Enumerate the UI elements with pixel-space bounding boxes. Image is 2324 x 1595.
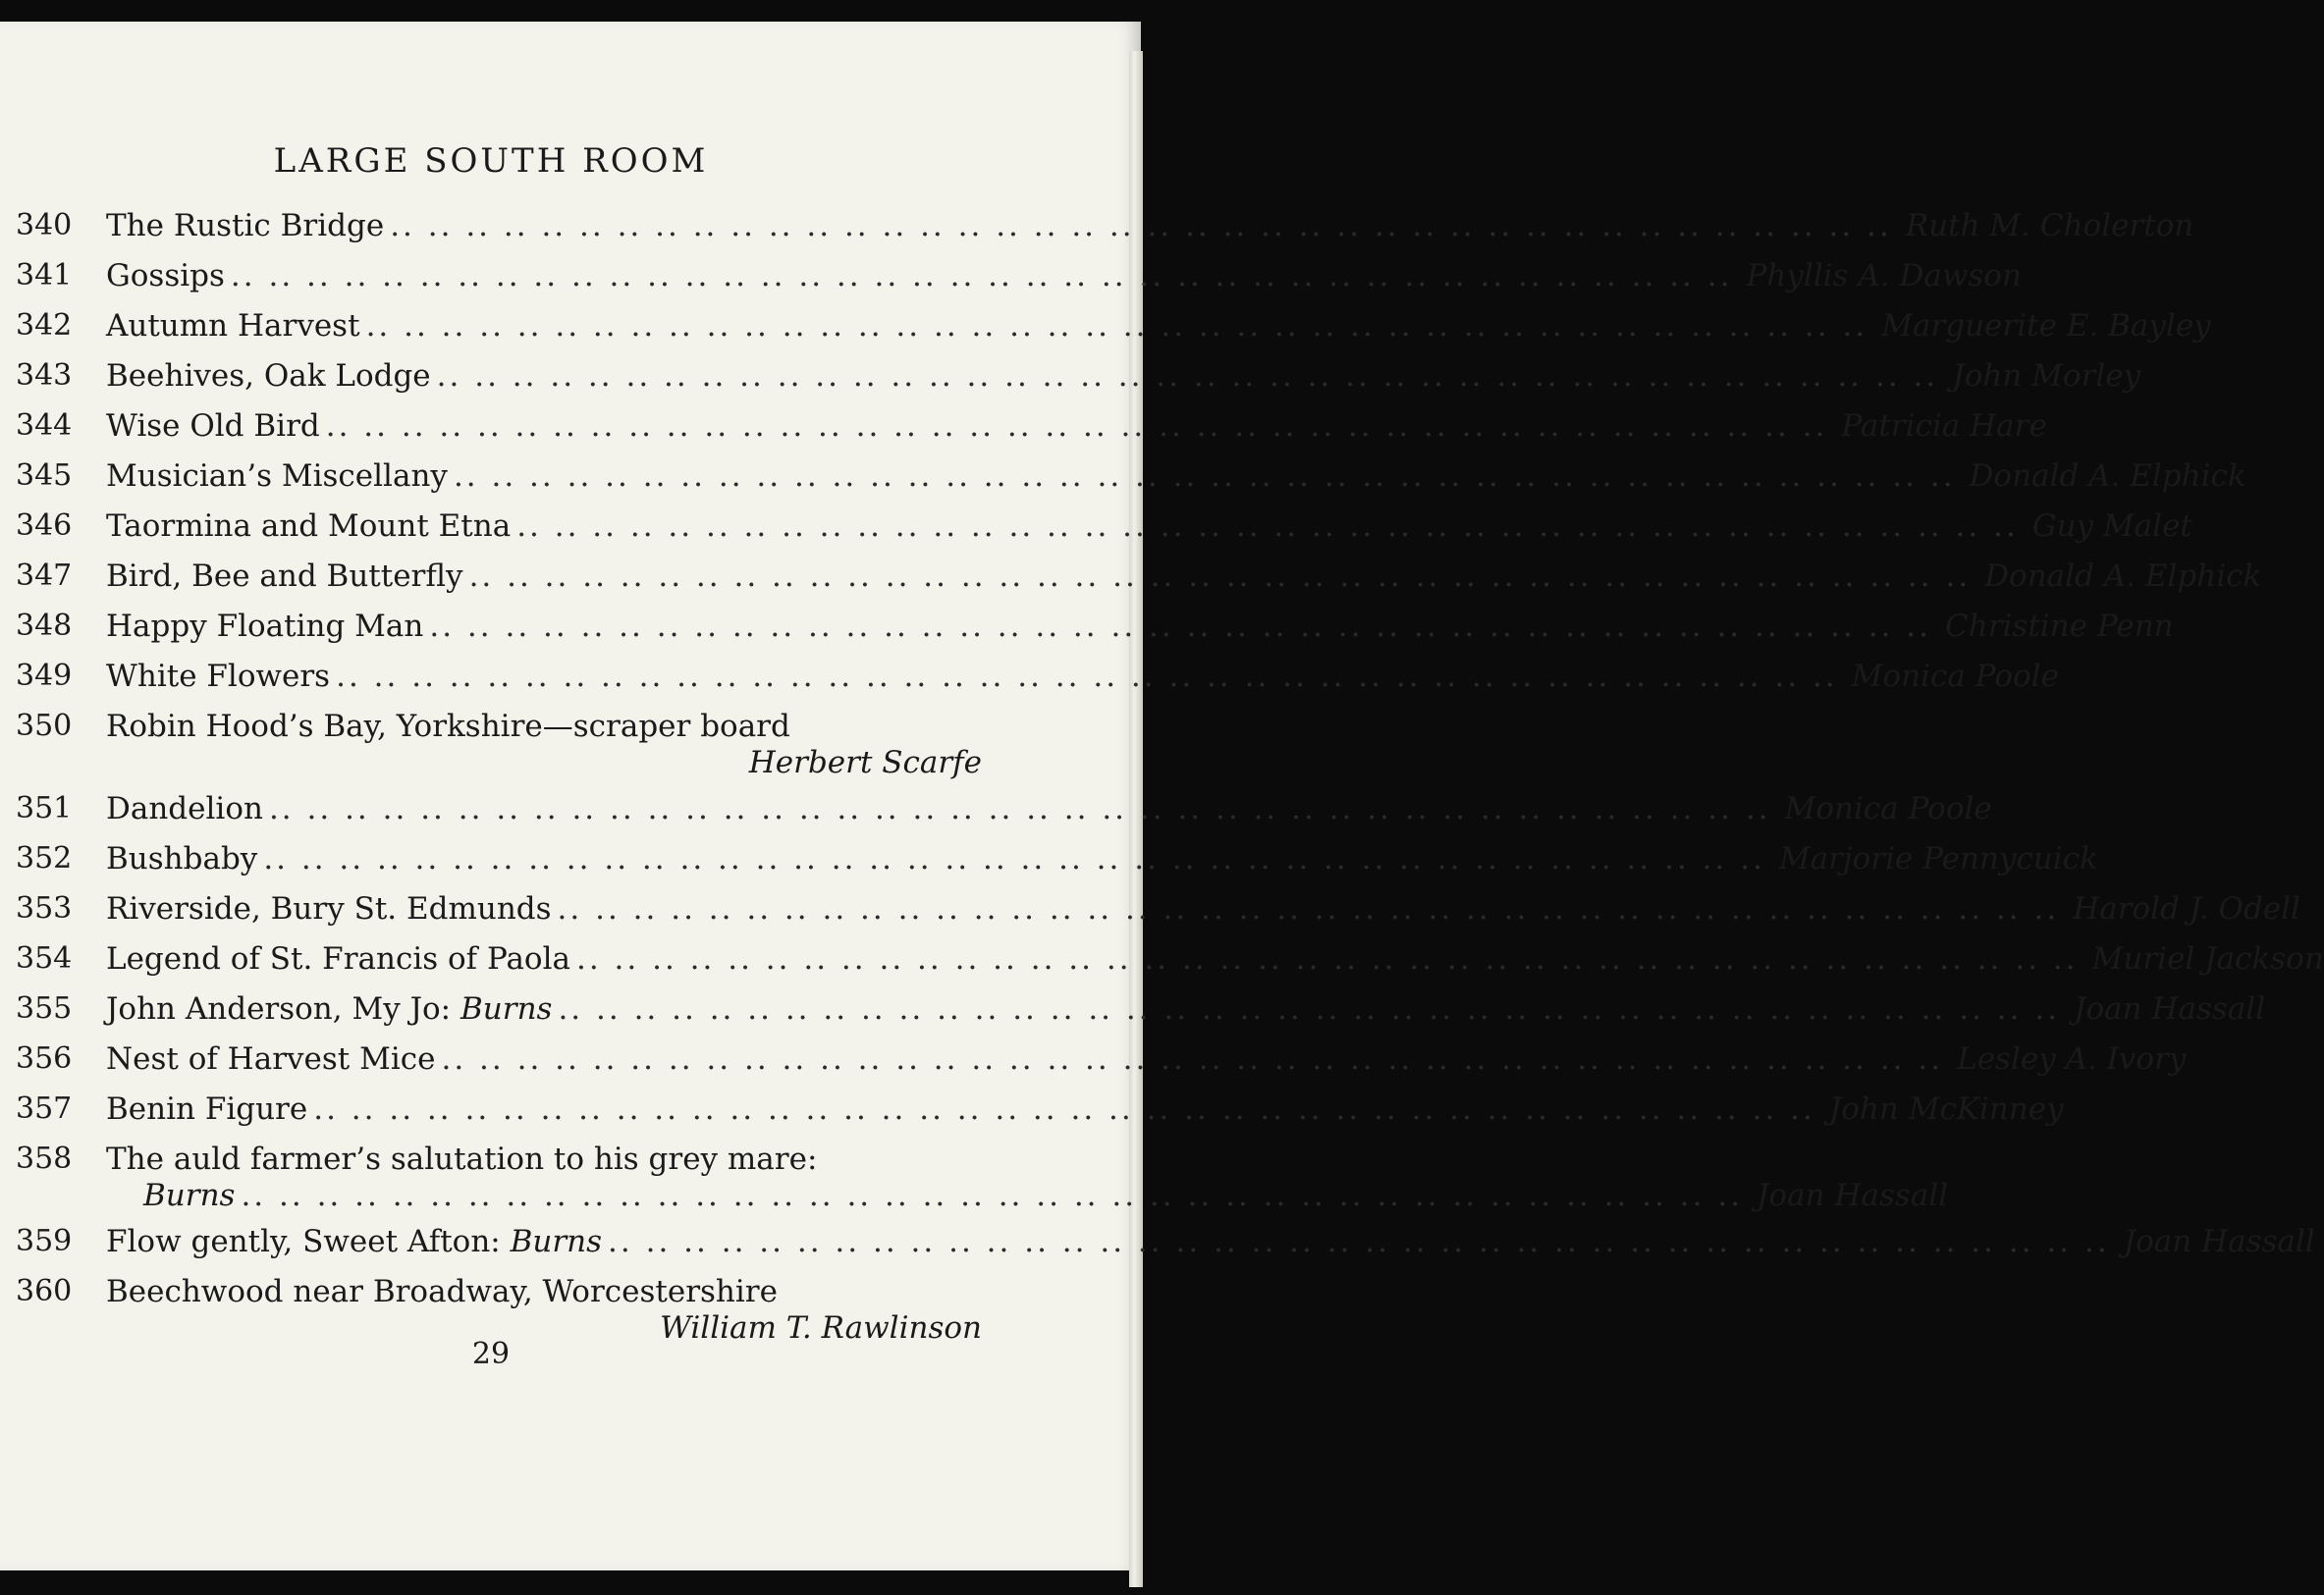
entry-number: 348 [16, 609, 73, 643]
entry-artist: Marjorie Pennycuick [1778, 841, 2098, 877]
entry-artist: John Morley [1952, 358, 2141, 394]
catalogue-entry [0, 941, 2324, 991]
entry-title-author: Burns [460, 991, 553, 1027]
entry-title: Nest of Harvest Mice [106, 1041, 436, 1077]
dot-leader: .. .. .. .. .. .. .. .. .. .. .. .. .. .. .. .. .. .. .. .. .. .. .. .. .. .. .. .. .. .. .. .. .. .. .. .. .. .. .. .. [325, 408, 1828, 444]
entry-number: 349 [16, 659, 73, 693]
entry-title: Autumn Harvest [106, 308, 360, 344]
entry-title: White Flowers [106, 659, 331, 694]
dot-leader: .. .. .. .. .. .. .. .. .. .. .. .. .. .. .. .. .. .. .. .. .. .. .. .. .. .. .. .. .. .. .. .. .. .. .. .. .. .. .. .. [557, 891, 2060, 927]
entry-artist: John McKinney [1828, 1091, 2064, 1127]
catalogue-entry [0, 458, 2246, 508]
catalogue-entry [0, 508, 2192, 558]
entry-title-author: Burns [510, 1224, 603, 1259]
entry-number: 355 [16, 991, 73, 1026]
catalogue-entry [0, 791, 1992, 841]
entry-artist: Ruth M. Cholerton [1905, 208, 2194, 243]
entry-artist: Marguerite E. Bayley [1881, 308, 2211, 344]
entry-title: Happy Floating Man [106, 609, 424, 644]
entry-number: 343 [16, 358, 73, 393]
entry-number: 342 [16, 308, 73, 343]
dot-leader: .. .. .. .. .. .. .. .. .. .. .. .. .. .. .. .. .. .. .. .. .. .. .. .. .. .. .. .. .. .. .. .. .. .. .. .. .. .. .. .. [241, 1178, 1744, 1213]
dot-leader: .. .. .. .. .. .. .. .. .. .. .. .. .. .. .. .. .. .. .. .. .. .. .. .. .. .. .. .. .. .. .. .. .. .. .. .. .. .. .. .. [608, 1224, 2110, 1259]
catalogue-entry [0, 991, 2266, 1041]
entry-artist: Joan Hassall [1757, 1178, 1949, 1213]
entry-title: Dandelion [106, 791, 263, 826]
entry-title: Beehives, Oak Lodge [106, 358, 431, 394]
entry-number: 347 [16, 558, 73, 593]
catalogue-entry [0, 841, 2098, 891]
catalogue-entry [0, 1142, 1949, 1224]
catalogue-page [0, 22, 2324, 1570]
entry-artist: Donald A. Elphick [1984, 558, 2262, 594]
dot-leader: .. .. .. .. .. .. .. .. .. .. .. .. .. .. .. .. .. .. .. .. .. .. .. .. .. .. .. .. .. .. .. .. .. .. .. .. .. .. .. .. [516, 508, 2019, 544]
entry-number: 353 [16, 891, 73, 926]
entry-number: 351 [16, 791, 73, 825]
entry-title: Bushbaby [106, 841, 258, 877]
entry-title: The Rustic Bridge [106, 208, 385, 243]
entry-artist: Harold J. Odell [2073, 891, 2300, 927]
catalogue-entry [0, 358, 2141, 408]
dot-leader: .. .. .. .. .. .. .. .. .. .. .. .. .. .. .. .. .. .. .. .. .. .. .. .. .. .. .. .. .. .. .. .. .. .. .. .. .. .. .. .. [365, 308, 1868, 344]
entry-title: Benin Figure [106, 1091, 308, 1127]
entry-number: 344 [16, 408, 73, 443]
room-heading: LARGE SOUTH ROOM [273, 141, 709, 181]
entry-artist: Joan Hassall [2074, 991, 2266, 1027]
entry-artist: Muriel Jackson [2091, 941, 2324, 977]
catalogue-entry [0, 558, 2262, 609]
entry-artist: Guy Malet [2031, 508, 2192, 544]
catalogue-entry [0, 208, 2194, 258]
page-number: 29 [471, 1337, 511, 1371]
entry-title: Taormina and Mount Etna [106, 508, 512, 544]
entry-artist: Phyllis A. Dawson [1746, 258, 2022, 293]
catalogue-list [0, 208, 2324, 1356]
entry-number: 352 [16, 841, 73, 876]
catalogue-entry [0, 709, 982, 791]
entry-number: 359 [16, 1224, 73, 1258]
entry-artist: Joan Hassall [2123, 1224, 2315, 1259]
entry-title: The auld farmer’s salutation to his grey mare: [106, 1142, 818, 1177]
catalogue-entry [0, 1224, 2315, 1274]
catalogue-entry [0, 659, 2059, 709]
entry-title: Robin Hood’s Bay, Yorkshire—scraper board [106, 709, 790, 744]
entry-number: 358 [16, 1142, 73, 1176]
catalogue-entry [0, 1041, 2187, 1091]
dot-leader: .. .. .. .. .. .. .. .. .. .. .. .. .. .. .. .. .. .. .. .. .. .. .. .. .. .. .. .. .. .. .. .. .. .. .. .. .. .. .. .. [268, 791, 1771, 826]
dot-leader: .. .. .. .. .. .. .. .. .. .. .. .. .. .. .. .. .. .. .. .. .. .. .. .. .. .. .. .. .. .. .. .. .. .. .. .. .. .. .. .. [263, 841, 1765, 877]
entry-artist: Lesley A. Ivory [1957, 1041, 2187, 1077]
entry-artist: Christine Penn [1945, 609, 2174, 644]
entry-artist: William T. Rawlinson [660, 1310, 982, 1346]
catalogue-entry [0, 891, 2300, 941]
dot-leader: .. .. .. .. .. .. .. .. .. .. .. .. .. .. .. .. .. .. .. .. .. .. .. .. .. .. .. .. .. .. .. .. .. .. .. .. .. .. .. .. [453, 458, 1956, 494]
entry-title: Bird, Bee and Butterfly [106, 558, 463, 594]
dot-leader: .. .. .. .. .. .. .. .. .. .. .. .. .. .. .. .. .. .. .. .. .. .. .. .. .. .. .. .. .. .. .. .. .. .. .. .. .. .. .. .. [230, 258, 1733, 293]
dot-leader: .. .. .. .. .. .. .. .. .. .. .. .. .. .. .. .. .. .. .. .. .. .. .. .. .. .. .. .. .. .. .. .. .. .. .. .. .. .. .. .. [576, 941, 2079, 977]
entry-title: Riverside, Bury St. Edmunds [106, 891, 552, 927]
entry-title: Beechwood near Broadway, Worcestershire [106, 1274, 778, 1309]
dot-leader: .. .. .. .. .. .. .. .. .. .. .. .. .. .. .. .. .. .. .. .. .. .. .. .. .. .. .. .. .. .. .. .. .. .. .. .. .. .. .. .. [336, 659, 1838, 694]
dot-leader: .. .. .. .. .. .. .. .. .. .. .. .. .. .. .. .. .. .. .. .. .. .. .. .. .. .. .. .. .. .. .. .. .. .. .. .. .. .. .. .. [436, 358, 1939, 394]
dot-leader: .. .. .. .. .. .. .. .. .. .. .. .. .. .. .. .. .. .. .. .. .. .. .. .. .. .. .. .. .. .. .. .. .. .. .. .. .. .. .. .. [441, 1041, 1944, 1077]
entry-title [106, 991, 552, 1027]
entry-number: 354 [16, 941, 73, 976]
dot-leader: .. .. .. .. .. .. .. .. .. .. .. .. .. .. .. .. .. .. .. .. .. .. .. .. .. .. .. .. .. .. .. .. .. .. .. .. .. .. .. .. [429, 609, 1932, 644]
entry-artist: Herbert Scarfe [748, 745, 982, 780]
catalogue-entry [0, 408, 2047, 458]
entry-title-text: John Anderson, My Jo: [106, 991, 452, 1027]
entry-title-author: Burns [143, 1178, 236, 1213]
entry-title-text: Flow gently, Sweet Afton: [106, 1224, 501, 1259]
entry-number: 356 [16, 1041, 73, 1076]
dot-leader: .. .. .. .. .. .. .. .. .. .. .. .. .. .. .. .. .. .. .. .. .. .. .. .. .. .. .. .. .. .. .. .. .. .. .. .. .. .. .. .. [468, 558, 1972, 594]
entry-number: 346 [16, 508, 73, 543]
entry-artist: Monica Poole [1784, 791, 1992, 826]
entry-number: 350 [16, 709, 73, 743]
entry-title: Wise Old Bird [106, 408, 320, 444]
entry-title: Gossips [106, 258, 225, 293]
entry-number: 340 [16, 208, 73, 242]
catalogue-entry [0, 258, 2022, 308]
entry-title: Musician’s Miscellany [106, 458, 448, 494]
dot-leader: .. .. .. .. .. .. .. .. .. .. .. .. .. .. .. .. .. .. .. .. .. .. .. .. .. .. .. .. .. .. .. .. .. .. .. .. .. .. .. .. [390, 208, 1892, 243]
entry-number: 341 [16, 258, 73, 292]
entry-number: 360 [16, 1274, 73, 1308]
entry-number: 357 [16, 1091, 73, 1126]
entry-artist: Donald A. Elphick [1969, 458, 2246, 494]
entry-artist: Patricia Hare [1841, 408, 2047, 444]
catalogue-entry [0, 609, 2174, 659]
entry-title [106, 1224, 602, 1259]
catalogue-entry [0, 308, 2211, 358]
entry-number: 345 [16, 458, 73, 493]
dot-leader: .. .. .. .. .. .. .. .. .. .. .. .. .. .. .. .. .. .. .. .. .. .. .. .. .. .. .. .. .. .. .. .. .. .. .. .. .. .. .. .. [558, 991, 2061, 1027]
catalogue-entry [0, 1091, 2064, 1142]
entry-title: Legend of St. Francis of Paola [106, 941, 570, 977]
dot-leader: .. .. .. .. .. .. .. .. .. .. .. .. .. .. .. .. .. .. .. .. .. .. .. .. .. .. .. .. .. .. .. .. .. .. .. .. .. .. .. .. [313, 1091, 1815, 1127]
entry-artist: Monica Poole [1851, 659, 2059, 694]
